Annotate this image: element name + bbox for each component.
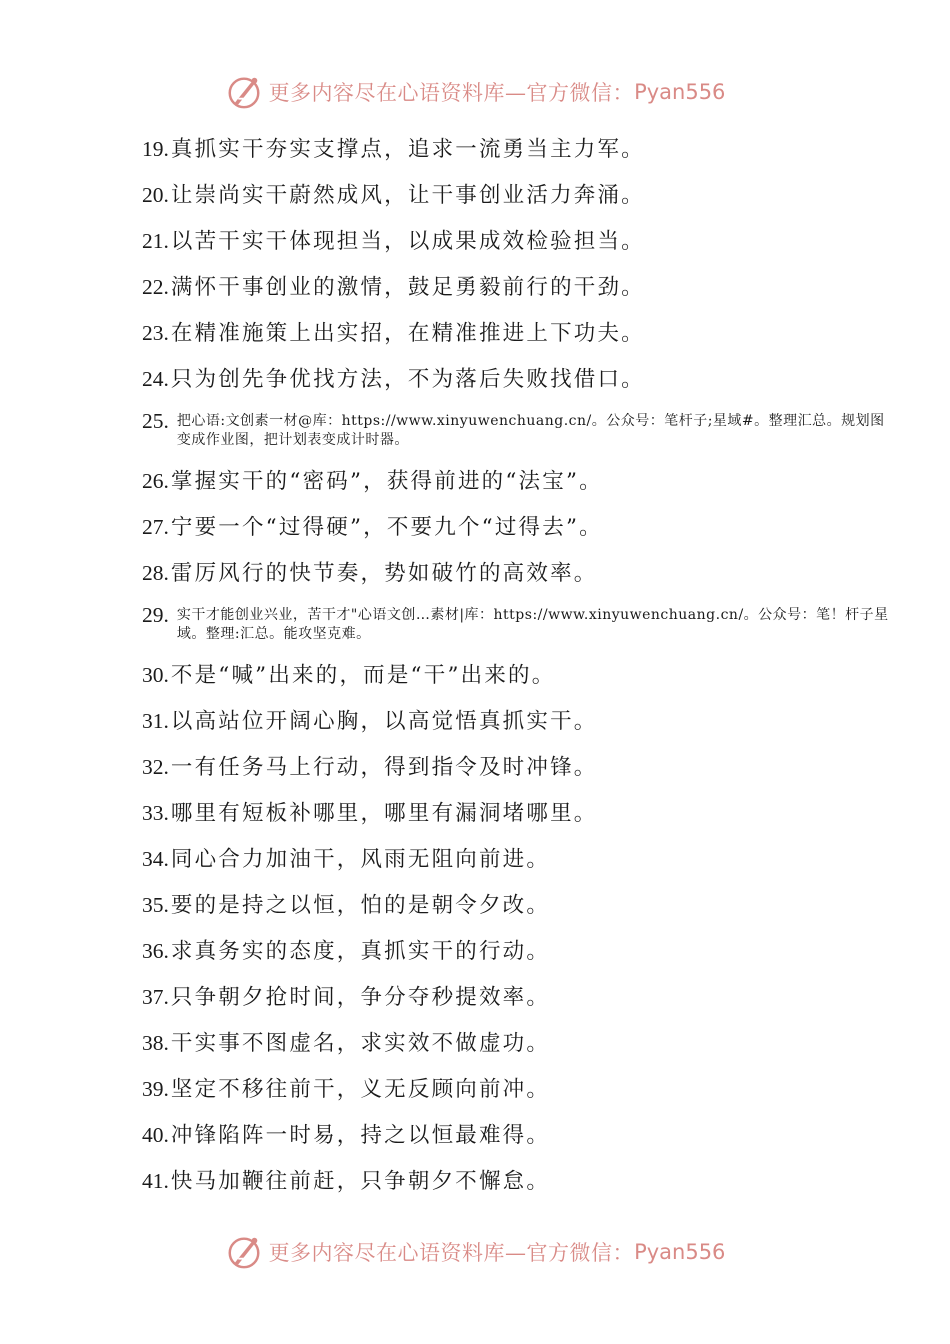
list-item-small: 25. 把心语:文创素一材@库：https://www.xinyuwenchuang.cn/。公众号：笔杆子;星域#。整理汇总。规划图变成作业图，把计划表变成计时器。 xyxy=(142,409,885,448)
list-item: 40. 冲锋陷阵一时易，持之以恒最难得。 xyxy=(142,1123,551,1148)
list-item: 22. 满怀干事创业的激情，鼓足勇毅前行的干劲。 xyxy=(142,275,645,300)
list-item-small: 29. 实干才能创业兴业，苦干才"心语文创…素材|库：https://www.xinyuwenchuang.cn/。公众号：笔！杆子星域。整理:汇总。能攻坚克难。 xyxy=(142,603,889,642)
header-watermark-banner xyxy=(0,70,950,114)
quill-pen-logo-icon xyxy=(225,73,263,111)
list-item: 41. 快马加鞭往前赶，只争朝夕不懈怠。 xyxy=(142,1169,551,1194)
list-item: 24. 只为创先争优找方法，不为落后失败找借口。 xyxy=(142,367,645,392)
list-item: 23. 在精准施策上出实招，在精准推进上下功夫。 xyxy=(142,321,645,346)
list-item: 38. 干实事不图虚名，求实效不做虚功。 xyxy=(142,1031,551,1056)
list-item: 33. 哪里有短板补哪里，哪里有漏洞堵哪里。 xyxy=(142,801,598,826)
list-item: 32. 一有任务马上行动，得到指令及时冲锋。 xyxy=(142,755,598,780)
list-item: 30. 不是“喊”出来的，而是“干”出来的。 xyxy=(142,663,556,688)
list-item: 36. 求真务实的态度，真抓实干的行动。 xyxy=(142,939,551,964)
list-item: 37. 只争朝夕抢时间，争分夺秒提效率。 xyxy=(142,985,551,1010)
list-item: 39. 坚定不移往前干，义无反顾向前冲。 xyxy=(142,1077,551,1102)
list-item: 28. 雷厉风行的快节奏，势如破竹的高效率。 xyxy=(142,561,598,586)
banner-text: 更多内容尽在心语资料库—官方微信： xyxy=(268,1241,635,1265)
list-item: 26. 掌握实干的“密码”，获得前进的“法宝”。 xyxy=(142,469,603,494)
list-item: 27. 宁要一个“过得硬”，不要九个“过得去”。 xyxy=(142,515,603,540)
banner-text: 更多内容尽在心语资料库—官方微信： xyxy=(268,81,635,105)
list-item: 21. 以苦干实干体现担当，以成果成效检验担当。 xyxy=(142,229,645,254)
list-item: 34. 同心合力加油干，风雨无阻向前进。 xyxy=(142,847,551,872)
footer-watermark-banner xyxy=(0,1230,950,1274)
list-item: 19. 真抓实干夯实支撑点，追求一流勇当主力军。 xyxy=(142,137,645,162)
list-item: 35. 要的是持之以恒，怕的是朝令夕改。 xyxy=(142,893,551,918)
quill-pen-logo-icon xyxy=(225,1233,263,1271)
banner-wechat-id: Pyan556 xyxy=(634,1240,726,1264)
list-item: 31. 以高站位开阔心胸，以高觉悟真抓实干。 xyxy=(142,709,598,734)
list-item: 20. 让崇尚实干蔚然成风，让干事创业活力奔涌。 xyxy=(142,183,645,208)
banner-wechat-id: Pyan556 xyxy=(634,80,726,104)
numbered-list xyxy=(142,126,902,1204)
